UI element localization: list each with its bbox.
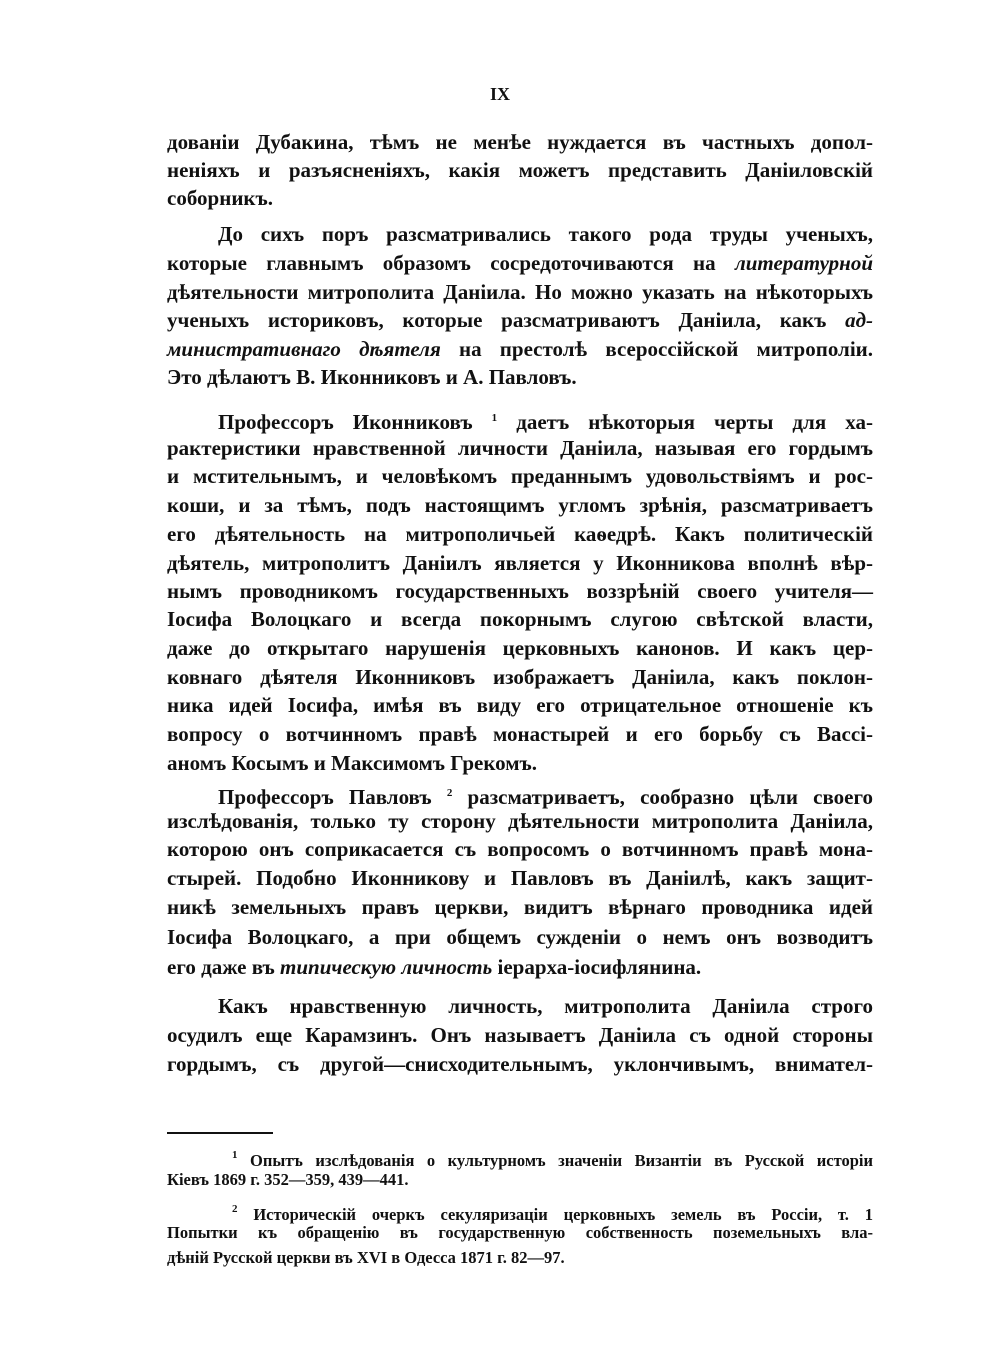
text: его дѣятельность на митрополичьей каѳедрѣ. Какъ политическій <box>167 522 873 546</box>
text: неніяхъ и разъясненіяхъ, какія можетъ представить Даніиловскій <box>167 158 873 182</box>
text-line <box>167 750 873 776</box>
text: Какъ нравственную личность, митрополита Даніила строго <box>218 994 873 1018</box>
text: Профессоръ Иконниковъ <box>218 410 492 434</box>
text: Историческій очеркъ секуляризаціи церковныхъ земель въ Россіи, т. 1 <box>237 1205 873 1224</box>
page-number: IX <box>489 84 510 104</box>
italic-text: ад- <box>845 308 873 332</box>
text: которые главнымъ образомъ сосредоточиваются на <box>167 251 735 275</box>
text-line <box>167 492 873 518</box>
text-line <box>167 865 873 891</box>
italic-text: литературной <box>734 251 873 275</box>
footnote-line <box>167 1248 873 1268</box>
footnote-marker: 1 <box>491 412 498 424</box>
text: дованіи Дубакина, тѣмъ не менѣе нуждается въ частныхъ допол- <box>167 130 873 154</box>
text-line <box>167 129 873 155</box>
italic-text: типическую личность <box>280 955 493 979</box>
text: Іосифа Волоцкаго и всегда покорнымъ слугою свѣтской власти, <box>167 607 873 631</box>
text: дѣятельности митрополита Даніила. Но можно указать на нѣкоторыхъ <box>167 280 873 304</box>
text: рактеристики нравственной личности Даніила, называя его гордымъ <box>167 436 873 460</box>
text: вопросу о вотчинномъ правѣ монастырей и его борьбу съ Вассі- <box>167 722 873 746</box>
text-line <box>218 993 873 1019</box>
footnote-marker: 2 <box>446 787 453 799</box>
text: осудилъ еще Карамзинъ. Онъ называетъ Даніила съ одной стороны <box>167 1023 873 1047</box>
text-line <box>167 250 873 276</box>
text-line <box>218 221 873 247</box>
footnote-marker: 1 <box>232 1149 238 1161</box>
text: ковнаго дѣятеля Иконниковъ изображаетъ Даніила, какъ поклон- <box>167 665 873 689</box>
text: Это дѣлаютъ В. Иконниковъ и А. Павловъ. <box>167 365 577 389</box>
text-line <box>167 836 873 862</box>
text: которою онъ соприкасается съ вопросомъ о вотчинномъ правѣ мона- <box>167 837 873 861</box>
text-line <box>167 364 873 390</box>
text-line <box>167 1022 873 1048</box>
text-line <box>167 157 873 183</box>
text: ника идей Іосифа, имѣя въ виду его отрицательное отношеніе къ <box>167 693 873 717</box>
text: даетъ нѣкоторыя черты для ха- <box>497 410 873 434</box>
text: соборникъ. <box>167 186 274 210</box>
italic-text: министративнаго дѣятеля <box>167 337 441 361</box>
text-line <box>167 808 873 834</box>
text: никѣ земельныхъ правъ церкви, видитъ вѣрнаго проводника идей <box>167 895 873 919</box>
footnote-separator <box>167 1132 273 1134</box>
text-line <box>167 1051 873 1077</box>
text-line <box>218 780 873 810</box>
text: и мстительнымъ, и человѣкомъ преданнымъ удовольствіямъ и рос- <box>167 464 873 488</box>
text-line <box>167 463 873 489</box>
footnote-marker: 2 <box>232 1203 238 1215</box>
text-line <box>167 635 873 661</box>
footnote-line <box>232 1199 873 1225</box>
text: гордымъ, съ другой—снисходительнымъ, уклончивымъ, внимател- <box>167 1052 873 1076</box>
text: Кіевъ 1869 г. 352—359, 439—441. <box>167 1170 409 1189</box>
text: стырей. Подобно Иконникову и Павловъ въ Даніилѣ, какъ защит- <box>167 866 873 890</box>
text: изслѣдованія, только ту сторону дѣятельности митрополита Даніила, <box>167 809 873 833</box>
footnote-line <box>167 1170 873 1190</box>
text-line <box>167 954 873 980</box>
text-line <box>167 336 873 362</box>
text-line <box>167 894 873 920</box>
text: на престолѣ всероссійской митрополіи. <box>440 337 874 361</box>
text: разсматриваетъ, сообразно цѣли своего <box>452 785 874 809</box>
text: іерарха-іосифлянина. <box>492 955 702 979</box>
text-line <box>167 578 873 604</box>
text-line <box>167 435 873 461</box>
text-line <box>167 664 873 690</box>
text-line <box>167 185 873 211</box>
text-line <box>167 721 873 747</box>
text-line <box>167 550 873 576</box>
text-line <box>167 924 873 950</box>
footnote-line <box>232 1145 873 1171</box>
text: Попытки къ обращенію въ государственную собственность поземельныхъ вла- <box>167 1223 873 1242</box>
text: коши, и за тѣмъ, подъ настоящимъ угломъ зрѣнія, разсматриваетъ <box>167 493 873 517</box>
footnote-line <box>167 1223 873 1243</box>
text-line <box>167 521 873 547</box>
text: Профессоръ Павловъ <box>218 785 447 809</box>
text-line <box>167 279 873 305</box>
text-line <box>167 692 873 718</box>
text-line <box>167 307 873 333</box>
text-line <box>218 405 873 435</box>
text: ученыхъ историковъ, которые разсматриваютъ Даніила, какъ <box>167 308 846 332</box>
text: До сихъ поръ разсматривались такого рода труды ученыхъ, <box>218 222 873 246</box>
text: дѣятель, митрополитъ Даніилъ является у Иконникова вполнѣ вѣр- <box>167 551 873 575</box>
text-line <box>167 606 873 632</box>
text: нымъ проводникомъ государственныхъ воззрѣній своего учителя— <box>167 579 873 603</box>
text: Іосифа Волоцкаго, а при общемъ сужденіи о немъ онъ возводитъ <box>167 925 873 949</box>
text: дѣній Русской церкви въ XVI в Одесса 1871 г. 82—97. <box>167 1248 565 1267</box>
text: даже до открытаго нарушенія церковныхъ канонов. И какъ цер- <box>167 636 873 660</box>
text: аномъ Косымъ и Максимомъ Грекомъ. <box>167 751 538 775</box>
text: его даже въ <box>167 955 281 979</box>
text: Опытъ изслѣдованія о культурномъ значеніи Византіи въ Русской исторіи <box>237 1151 873 1170</box>
